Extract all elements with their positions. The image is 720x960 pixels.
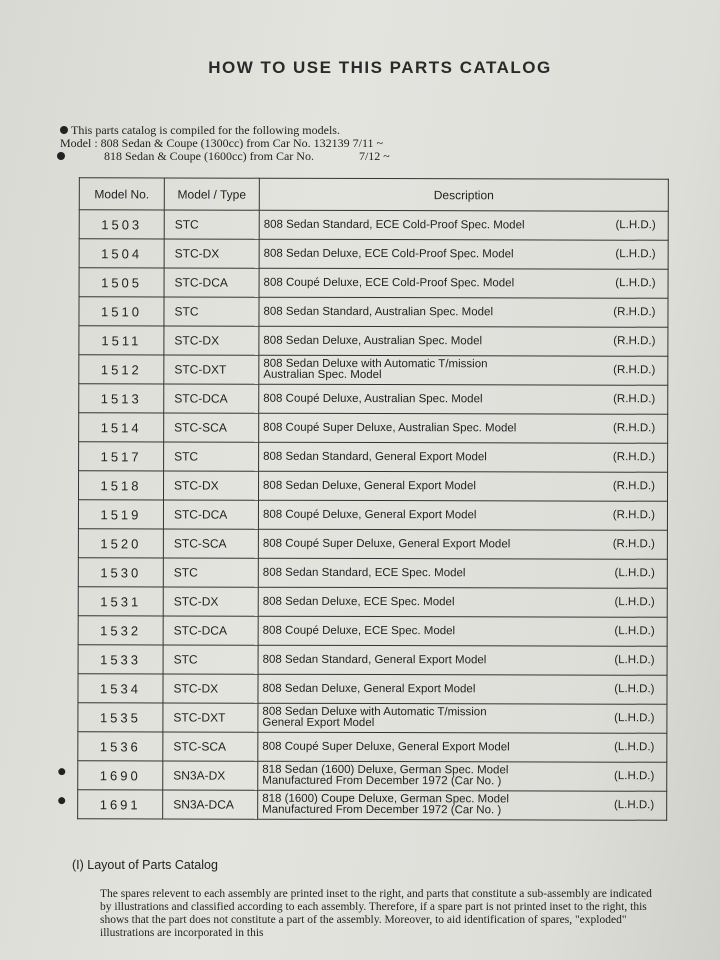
model-no-cell [79,239,164,268]
description: 808 Coupé Deluxe, General Export Model [262,508,477,521]
description-cell [259,355,668,385]
model-type: STC-DCA [163,616,258,645]
model-no-cell [78,558,163,587]
intro-line-3: 818 Sedan & Coupe (1600cc) from Car No. 7/12 ~ [68,149,390,163]
description: 808 Sedan Standard, General Export Model [262,653,487,666]
model-no-cell [78,790,163,819]
drive-side: (R.H.D.) [613,364,656,377]
drive-side: (L.H.D.) [615,277,656,290]
drive-side: (R.H.D.) [612,480,656,493]
table-row [79,384,668,415]
model-no: 1531 [100,593,142,609]
description: 808 Sedan Deluxe, General Export Model [263,479,476,492]
description-cell [258,587,667,617]
model-type: STC-DXT [163,703,258,732]
model-type: STC-DXT [164,355,259,384]
description: 808 Sedan Deluxe with Automatic T/mission [263,357,488,371]
model-no: 1520 [100,535,142,551]
table-row [79,268,668,299]
model-no-cell [79,442,164,471]
model-no-cell [79,268,164,297]
table-row [79,297,668,328]
model-type: STC [163,645,258,674]
description-cell [258,471,667,501]
description-cell [258,558,667,588]
model-type: STC [164,210,259,239]
description: 808 Sedan Deluxe, General Export Model [262,682,476,695]
model-no: 1513 [100,390,142,406]
table-row [78,587,667,618]
model-no: 1536 [99,738,141,754]
model-no: 1505 [101,274,143,290]
model-no-cell [79,384,164,413]
model-no-cell [78,616,163,645]
description-cell [259,268,668,298]
model-type: STC-DX [164,239,259,268]
description: 808 Sedan Deluxe, ECE Cold-Proof Spec. Model [263,247,514,260]
table-row [79,442,668,473]
model-type: STC-DX [163,674,258,703]
model-no: 1511 [101,332,142,348]
drive-side: (L.H.D.) [614,712,655,725]
table-row [78,732,667,763]
model-no-cell [78,674,163,703]
model-no-cell [79,355,164,384]
description: 808 Coupé Deluxe, ECE Cold-Proof Spec. Model [263,276,515,289]
drive-side: (L.H.D.) [614,654,655,667]
description-cell [258,500,667,530]
model-no-cell [78,703,163,732]
model-type: STC [163,558,258,587]
model-type: STC [164,297,259,326]
bullet-icon [60,126,68,134]
model-no-cell [78,587,163,616]
drive-side: (L.H.D.) [614,770,655,783]
model-no: 1690 [99,767,141,783]
description: 808 Sedan Deluxe with Automatic T/mission [262,705,487,719]
table-row [78,703,667,734]
model-type: STC-DX [163,587,258,616]
drive-side: (R.H.D.) [613,393,656,406]
description: 808 Coupé Deluxe, Australian Spec. Model [263,392,483,405]
description: 808 Sedan Standard, Australian Spec. Model [263,305,494,318]
table-row [78,645,667,676]
description-cell [258,674,667,704]
drive-side: (L.H.D.) [614,625,655,638]
model-no-cell [79,326,164,355]
model-no: 1691 [99,796,141,812]
description-line-2: Australian Spec. Model [263,368,382,382]
description-line-2: Manufactured From December 1972 (Car No. ) [262,774,502,788]
model-no-cell [79,297,164,326]
drive-side: (R.H.D.) [613,306,656,319]
drive-side: (R.H.D.) [612,538,655,551]
description-cell [259,442,668,472]
table-row [78,790,667,821]
description-cell [258,645,667,675]
table-row [78,529,667,560]
model-no-cell [78,732,163,761]
bullet-icon [58,797,65,804]
description: 808 Coupé Super Deluxe, General Export Model [262,740,510,753]
description: 808 Coupé Deluxe, ECE Spec. Model [262,624,456,637]
description: 808 Sedan Deluxe, ECE Spec. Model [262,595,455,608]
model-no: 1535 [99,709,141,725]
model-type: SN3A-DCA [163,790,258,819]
model-no-cell [78,529,163,558]
description-cell [258,761,667,791]
bullet-icon [58,768,65,775]
description-cell [258,616,667,646]
table-row [78,558,667,589]
drive-side: (R.H.D.) [613,335,656,348]
table-row [78,471,667,502]
section-heading: (I) Layout of Parts Catalog [72,858,218,872]
table-row [78,674,667,705]
intro-line-1: This parts catalog is compiled for the following models. [71,123,340,137]
description: 808 Sedan Standard, ECE Spec. Model [262,566,466,579]
intro [60,124,390,163]
header-model-type: Model / Type [164,178,259,210]
description-cell [259,210,668,240]
model-no-cell [78,645,163,674]
description-line-2: Manufactured From December 1972 (Car No. ) [262,803,502,817]
model-type: STC [164,442,259,471]
model-no: 1504 [101,245,143,261]
model-no: 1534 [100,680,141,696]
description: 808 Sedan Standard, General Export Model [263,450,487,463]
description-line-2: General Export Model [262,716,375,730]
drive-side: (R.H.D.) [612,451,656,464]
drive-side: (L.H.D.) [613,799,655,812]
description-cell [258,732,667,762]
model-type: SN3A-DX [163,761,258,790]
drive-side: (L.H.D.) [614,741,655,754]
model-no: 1503 [101,216,143,232]
description-cell [259,297,668,327]
page-title: HOW TO USE THIS PARTS CATALOG [208,58,552,77]
description: 818 (1600) Coupe Deluxe, German Spec. Model [262,792,509,806]
description-cell [258,790,667,820]
drive-side: (R.H.D.) [612,422,656,435]
description-cell [258,703,667,733]
model-no: 1510 [101,303,142,319]
model-no: 1512 [100,361,142,377]
intro-line-2: Model : 808 Sedan & Coupe (1300cc) from Car No. 132139 7/11 ~ [60,136,383,150]
model-no: 1517 [100,448,142,464]
model-no: 1514 [100,419,142,435]
model-no: 1519 [100,506,142,522]
model-type: STC-DCA [164,384,259,413]
table-row [79,355,668,386]
bullet-icon [57,152,65,160]
table-row [79,413,668,444]
model-no: 1518 [100,477,142,493]
model-type: STC-DCA [164,268,259,297]
model-type: STC-SCA [164,413,259,442]
drive-side: (L.H.D.) [614,683,655,696]
model-type: STC-DX [164,326,259,355]
model-no-cell [79,413,164,442]
model-type: STC-DCA [163,500,258,529]
description: 808 Coupé Super Deluxe, Australian Spec. Model [263,421,517,434]
models-table [77,177,669,821]
drive-side: (L.H.D.) [614,596,655,609]
header-model-no: Model No. [79,178,164,210]
description: 808 Coupé Super Deluxe, General Export Model [262,537,511,550]
model-no-cell [78,761,163,790]
model-no: 1530 [100,564,142,580]
model-no-cell [78,500,163,529]
model-no: 1533 [100,651,142,667]
model-no: 1532 [100,622,142,638]
drive-side: (L.H.D.) [615,219,656,232]
table-row [78,616,667,647]
description-cell [258,529,667,559]
drive-side: (L.H.D.) [615,248,656,261]
model-no-cell [79,210,164,239]
description: 808 Sedan Deluxe, Australian Spec. Model [263,334,483,347]
description-cell [259,326,668,356]
model-no-cell [78,471,163,500]
description-cell [259,384,668,414]
description-cell [259,239,668,269]
table-row [78,500,667,531]
header-description: Description [259,178,668,211]
model-type: STC-SCA [163,732,258,761]
model-type: STC-SCA [163,529,258,558]
section-body: The spares relevent to each assembly are printed inset to the right, and parts that constitute a sub-assembly are indicated by illustrations and classified according to each assembly. Therefore, if a spare part is not printed inset to the right, this shows that the part does not constitute a part of the assembly. Moreover, to aid identification of spares, "exploded" illustrations are incorporated in this [100,888,652,939]
table-row [79,239,668,270]
description: 808 Sedan Standard, ECE Cold-Proof Spec. Model [263,218,525,231]
table-row [78,761,667,792]
model-type: STC-DX [163,471,258,500]
table-row [79,210,668,241]
description: 818 Sedan (1600) Deluxe, German Spec. Model [262,763,509,777]
description-cell [259,413,668,443]
table-row [79,326,668,357]
drive-side: (L.H.D.) [614,567,655,580]
drive-side: (R.H.D.) [612,509,655,522]
